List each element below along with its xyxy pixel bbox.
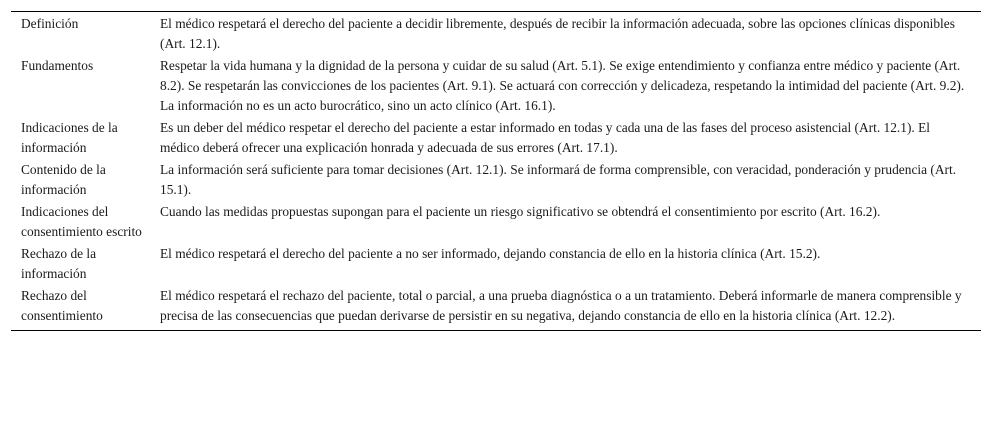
ethics-table-grid [11, 12, 981, 330]
table-row [11, 54, 981, 116]
row-label-rechazo-consentimiento: Rechazo del consentimiento [21, 288, 103, 323]
row-text-fundamentos: Respetar la vida humana y la dignidad de la persona y cuidar de su salud (Art. 5.1). Se exige entendimiento y confianza entre médico y paciente (Art. 8.2). Se respetarán las convicciones de los pacientes (Art. 9.1). Se actuará con corrección y delicadeza, respetando la intimidad del paciente (Art. 9.2). La información no es un acto burocrático, sino un acto clínico (Art. 16.1). [160, 58, 965, 113]
table-row [11, 200, 981, 242]
row-label-rechazo-informacion: Rechazo de la información [21, 246, 97, 281]
row-label-contenido-informacion: Contenido de la información [21, 162, 106, 197]
table-row [11, 242, 981, 284]
row-text-definicion: El médico respetará el derecho del paciente a decidir libremente, después de recibir la información adecuada, sobre las opciones clínicas disponibles (Art. 12.1). [160, 16, 955, 51]
table-row [11, 158, 981, 200]
row-text-rechazo-informacion: El médico respetará el derecho del paciente a no ser informado, dejando constancia de ello en la historia clínica (Art. 15.2). [160, 246, 821, 261]
row-label-definicion: Definición [21, 16, 79, 31]
row-label-indicaciones-informacion: Indicaciones de la información [21, 120, 118, 155]
row-text-indicaciones-informacion: Es un deber del médico respetar el derecho del paciente a estar informado en todas y cada una de las fases del proceso asistencial (Art. 12.1). El médico deberá ofrecer una explicación honrada y adecuada de sus errores (Art. 17.1). [160, 120, 931, 155]
table-row [11, 116, 981, 158]
row-text-contenido-informacion: La información será suficiente para tomar decisiones (Art. 12.1). Se informará de forma comprensible, con veracidad, ponderación y prudencia (Art. 15.1). [160, 162, 957, 197]
table-row [11, 284, 981, 330]
ethics-table [11, 11, 981, 331]
table-row [11, 12, 981, 54]
row-label-fundamentos: Fundamentos [21, 58, 94, 73]
row-text-indicaciones-consentimiento: Cuando las medidas propuestas supongan para el paciente un riesgo significativo se obtendrá el consentimiento por escrito (Art. 16.2). [160, 204, 881, 219]
row-label-indicaciones-consentimiento: Indicaciones del consentimiento escrito [21, 204, 142, 239]
row-text-rechazo-consentimiento: El médico respetará el rechazo del paciente, total o parcial, a una prueba diagnóstica o a un tratamiento. Deberá informarle de manera comprensible y precisa de las consecuencias que puedan derivarse de persistir en su negativa, dejando constancia de ello en la historia clínica (Art. 12.2). [160, 288, 962, 323]
